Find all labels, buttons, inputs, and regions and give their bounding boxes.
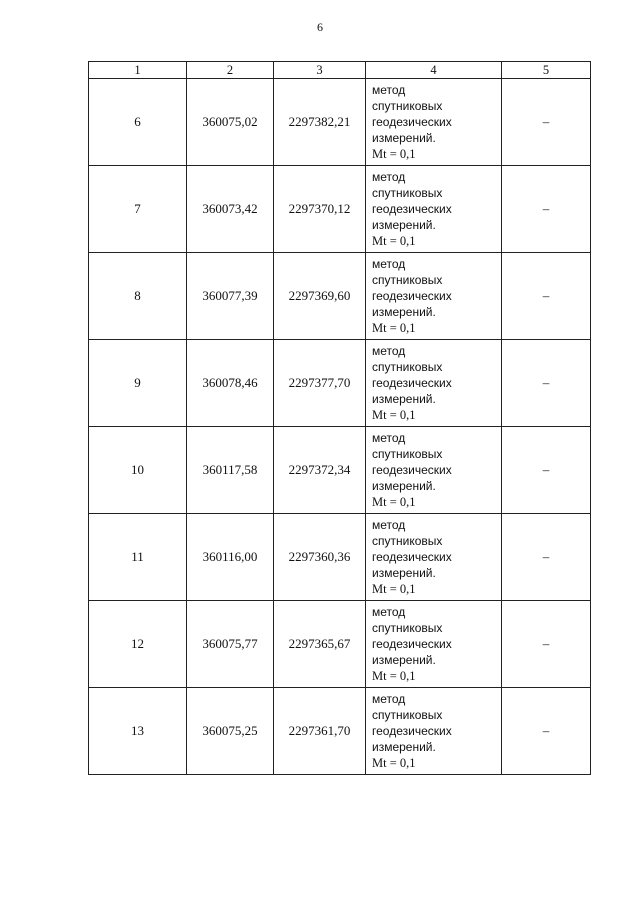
method-line: геодезических — [372, 289, 452, 303]
method-line: измерений. — [372, 479, 436, 493]
method-cell — [366, 79, 502, 166]
method-line: спутниковых — [372, 186, 443, 200]
accuracy-value: Mt = 0,1 — [372, 669, 416, 683]
method-line: спутниковых — [372, 534, 443, 548]
header-cell-4: 4 — [366, 62, 502, 79]
method-line: спутниковых — [372, 708, 443, 722]
accuracy-value: Mt = 0,1 — [372, 234, 416, 248]
column-5-cell: – — [502, 514, 591, 601]
y-coordinate-cell: 2297360,36 — [274, 514, 366, 601]
method-cell — [366, 601, 502, 688]
column-5-cell: – — [502, 340, 591, 427]
method-line: спутниковых — [372, 99, 443, 113]
point-number-cell: 11 — [89, 514, 187, 601]
header-cell-1: 1 — [89, 62, 187, 79]
method-line: измерений. — [372, 131, 436, 145]
y-coordinate-cell: 2297382,21 — [274, 79, 366, 166]
table-row — [89, 253, 591, 340]
point-number-cell: 12 — [89, 601, 187, 688]
method-line: спутниковых — [372, 273, 443, 287]
method-line: измерений. — [372, 218, 436, 232]
point-number-cell: 9 — [89, 340, 187, 427]
table-row — [89, 166, 591, 253]
method-cell — [366, 253, 502, 340]
column-5-cell: – — [502, 253, 591, 340]
method-cell — [366, 514, 502, 601]
method-line: спутниковых — [372, 621, 443, 635]
method-line: измерений. — [372, 392, 436, 406]
table-row — [89, 514, 591, 601]
x-coordinate-cell: 360116,00 — [187, 514, 274, 601]
method-cell — [366, 427, 502, 514]
page-number: 6 — [317, 20, 323, 34]
x-coordinate-cell: 360078,46 — [187, 340, 274, 427]
method-line: спутниковых — [372, 360, 443, 374]
method-cell — [366, 166, 502, 253]
y-coordinate-cell: 2297372,34 — [274, 427, 366, 514]
accuracy-value: Mt = 0,1 — [372, 495, 416, 509]
method-line: спутниковых — [372, 447, 443, 461]
point-number-cell: 7 — [89, 166, 187, 253]
point-number-cell: 6 — [89, 79, 187, 166]
table-row — [89, 601, 591, 688]
method-line: метод — [372, 170, 406, 184]
method-line: метод — [372, 257, 406, 271]
x-coordinate-cell: 360075,77 — [187, 601, 274, 688]
method-line: геодезических — [372, 376, 452, 390]
point-number-cell: 8 — [89, 253, 187, 340]
accuracy-value: Mt = 0,1 — [372, 582, 416, 596]
y-coordinate-cell: 2297365,67 — [274, 601, 366, 688]
method-cell — [366, 340, 502, 427]
header-cell-5: 5 — [502, 62, 591, 79]
header-cell-3: 3 — [274, 62, 366, 79]
method-line: метод — [372, 605, 406, 619]
table-header-row — [89, 62, 591, 79]
column-5-cell: – — [502, 601, 591, 688]
method-line: измерений. — [372, 305, 436, 319]
y-coordinate-cell: 2297377,70 — [274, 340, 366, 427]
y-coordinate-cell: 2297361,70 — [274, 688, 366, 775]
accuracy-value: Mt = 0,1 — [372, 147, 416, 161]
header-cell-2: 2 — [187, 62, 274, 79]
table-row — [89, 79, 591, 166]
method-line: геодезических — [372, 202, 452, 216]
method-line: геодезических — [372, 463, 452, 477]
column-5-cell: – — [502, 688, 591, 775]
column-5-cell: – — [502, 166, 591, 253]
table-row — [89, 688, 591, 775]
method-line: геодезических — [372, 550, 452, 564]
accuracy-value: Mt = 0,1 — [372, 321, 416, 335]
column-5-cell: – — [502, 79, 591, 166]
method-line: метод — [372, 344, 406, 358]
point-number-cell: 13 — [89, 688, 187, 775]
coordinates-table — [88, 61, 591, 775]
x-coordinate-cell: 360075,02 — [187, 79, 274, 166]
column-5-cell: – — [502, 427, 591, 514]
accuracy-value: Mt = 0,1 — [372, 756, 416, 770]
method-line: геодезических — [372, 637, 452, 651]
method-line: геодезических — [372, 724, 452, 738]
table-row — [89, 427, 591, 514]
method-line: геодезических — [372, 115, 452, 129]
method-line: измерений. — [372, 740, 436, 754]
table-row — [89, 340, 591, 427]
x-coordinate-cell: 360077,39 — [187, 253, 274, 340]
method-cell — [366, 688, 502, 775]
x-coordinate-cell: 360075,25 — [187, 688, 274, 775]
y-coordinate-cell: 2297369,60 — [274, 253, 366, 340]
x-coordinate-cell: 360073,42 — [187, 166, 274, 253]
method-line: метод — [372, 83, 406, 97]
method-line: метод — [372, 692, 406, 706]
method-line: измерений. — [372, 653, 436, 667]
point-number-cell: 10 — [89, 427, 187, 514]
method-line: метод — [372, 518, 406, 532]
method-line: метод — [372, 431, 406, 445]
accuracy-value: Mt = 0,1 — [372, 408, 416, 422]
x-coordinate-cell: 360117,58 — [187, 427, 274, 514]
y-coordinate-cell: 2297370,12 — [274, 166, 366, 253]
method-line: измерений. — [372, 566, 436, 580]
